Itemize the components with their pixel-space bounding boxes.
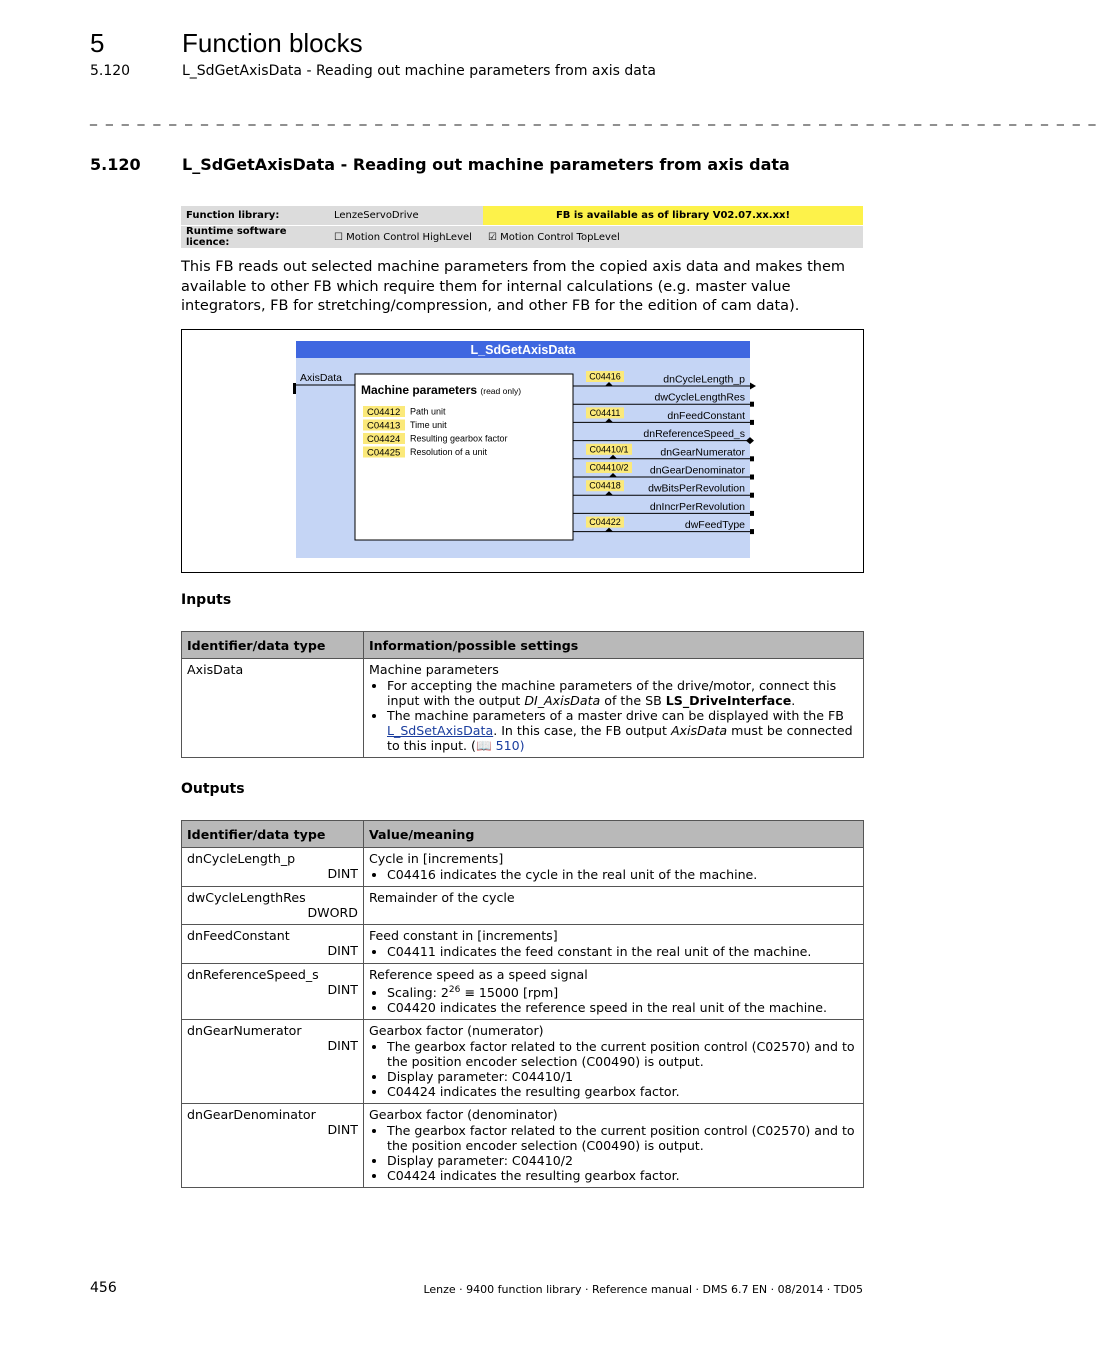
output-name: dnCycleLength_p xyxy=(663,373,745,386)
chapter-number: 5 xyxy=(90,28,105,58)
footer-text: Lenze · 9400 function library · Reference manual · DMS 6.7 EN · 08/2014 · TD05 xyxy=(423,1283,863,1296)
table-row xyxy=(182,1020,864,1104)
output-code: C04422 xyxy=(589,517,621,528)
output-identifier-cell xyxy=(182,1104,364,1188)
table-row xyxy=(182,964,864,1020)
list-item: • C04424 indicates the resulting gearbox factor. xyxy=(387,1168,858,1183)
output-name: dnGearDenominator xyxy=(649,464,745,477)
param-text: Time unit xyxy=(410,420,447,430)
output-code: C04410/1 xyxy=(589,444,629,455)
list-item: • The machine parameters of a master drive can be displayed with the FB L_SdSetAxisData. In this case, the FB output AxisData must be connected to this input. (📖 510) xyxy=(387,708,858,753)
heading-number: 5.120 xyxy=(90,155,141,174)
output-name: dwBitsPerRevolution xyxy=(648,482,745,495)
output-data-type: DINT xyxy=(327,982,358,997)
inputs-table xyxy=(181,631,864,758)
output-meaning-title: Feed constant in [increments] xyxy=(369,928,558,943)
output-meaning-cell xyxy=(364,1020,864,1104)
output-square-marker xyxy=(750,529,754,534)
output-identifier: dnFeedConstant xyxy=(187,928,290,943)
table-row xyxy=(182,848,864,887)
outputs-table xyxy=(181,820,864,1188)
header-divider: _ _ _ _ _ _ _ _ _ _ _ _ _ _ _ _ _ _ _ _ _ _ _ _ _ _ _ _ _ _ _ _ _ _ _ _ _ _ _ _ _ _ _ _ _ _ _ _ _ _ _ _ _ _ _ _ _ _ _ _ _ _ _ _ xyxy=(90,110,1098,126)
output-name: dnReferenceSpeed_s xyxy=(643,428,745,441)
input-pin-marker xyxy=(293,383,296,394)
output-name: dwCycleLengthRes xyxy=(654,391,745,404)
output-identifier-cell xyxy=(182,1020,364,1104)
output-meaning-title: Reference speed as a speed signal xyxy=(369,967,588,982)
output-data-type: DINT xyxy=(327,1038,358,1054)
output-name: dnFeedConstant xyxy=(667,409,745,422)
output-data-type: DINT xyxy=(327,866,358,881)
output-meaning-cell xyxy=(364,964,864,1020)
machine-parameters-title: Machine parameters (read only) xyxy=(361,383,522,397)
list-item: • For accepting the machine parameters of the drive/motor, connect this input with the output DI_AxisData of the SB LS_DriveInterface. xyxy=(387,678,858,708)
output-name: dnIncrPerRevolution xyxy=(649,500,745,513)
output-meaning-bullets xyxy=(369,944,858,959)
output-meaning-cell xyxy=(364,887,864,925)
list-item: • Display parameter: C04410/2 xyxy=(387,1153,858,1168)
inputs-heading: Inputs xyxy=(181,592,232,608)
input-identifier: AxisData xyxy=(182,659,364,758)
output-identifier-cell xyxy=(182,887,364,925)
inputs-col-info: Information/possible settings xyxy=(364,632,864,659)
output-identifier: dnReferenceSpeed_s xyxy=(187,967,319,982)
output-identifier: dnGearDenominator xyxy=(187,1107,316,1123)
outputs-header-row xyxy=(182,821,864,848)
table-row xyxy=(182,887,864,925)
output-data-type: DINT xyxy=(327,1122,358,1138)
table-row xyxy=(182,1104,864,1188)
outputs-col-identifier: Identifier/data type xyxy=(182,821,364,848)
list-item: • C04420 indicates the reference speed in the real unit of the machine. xyxy=(387,1000,858,1015)
output-square-marker xyxy=(750,511,754,516)
licence-option-highlevel: ☐ Motion Control HighLevel xyxy=(329,226,483,249)
input-info-bullets xyxy=(369,678,858,753)
output-meaning-bullets xyxy=(369,1123,858,1183)
outputs-heading: Outputs xyxy=(181,781,245,797)
library-label: Function library: xyxy=(181,206,329,226)
licence-option-toplevel: ☑ Motion Control TopLevel xyxy=(483,226,863,249)
output-identifier-cell xyxy=(182,964,364,1020)
output-name: dnGearNumerator xyxy=(660,446,745,459)
inputs-col-identifier: Identifier/data type xyxy=(182,632,364,659)
output-identifier-cell xyxy=(182,925,364,964)
output-square-marker xyxy=(750,402,754,407)
param-code: C04425 xyxy=(367,447,401,459)
output-code: C04418 xyxy=(589,480,621,491)
licence-label: Runtime software licence: xyxy=(181,226,329,249)
output-identifier-cell xyxy=(182,848,364,887)
heading-title: L_SdGetAxisData - Reading out machine parameters from axis data xyxy=(182,155,790,174)
page-reference-link[interactable]: 📖 510) xyxy=(475,738,525,753)
output-arrow-marker xyxy=(750,383,756,390)
list-item: • The gearbox factor related to the current position control (C02570) and to the position encoder selection (C00490) is output. xyxy=(387,1123,858,1153)
param-code: C04413 xyxy=(367,420,401,432)
output-identifier: dnGearNumerator xyxy=(187,1023,302,1039)
output-name: dwFeedType xyxy=(684,519,745,532)
fb-block-name: L_SdGetAxisData xyxy=(470,343,576,357)
table-row xyxy=(182,659,864,758)
output-square-marker xyxy=(750,420,754,425)
intro-paragraph: This FB reads out selected machine parameters from the copied axis data and makes them available to other FB which require them for internal calculations (e.g. master value integrators, FB for stretching/compression, and other FB for the edition of cam data). xyxy=(181,259,846,314)
library-info-table xyxy=(181,206,863,249)
page-number: 456 xyxy=(90,1280,117,1296)
output-meaning-title: Gearbox factor (denominator) xyxy=(369,1107,558,1123)
output-identifier: dnCycleLength_p xyxy=(187,851,296,866)
output-code: C04411 xyxy=(589,407,621,418)
inputs-header-row xyxy=(182,632,864,659)
output-square-marker xyxy=(750,493,754,498)
link-l-sdsetaxisdata[interactable]: L_SdSetAxisData xyxy=(387,723,494,738)
output-data-type: DWORD xyxy=(307,905,358,920)
library-availability-note: FB is available as of library V02.07.xx.xx! xyxy=(483,206,863,226)
output-meaning-bullets xyxy=(369,867,858,882)
outputs-col-value: Value/meaning xyxy=(364,821,864,848)
output-code: C04410/2 xyxy=(589,462,629,473)
list-item: • C04411 indicates the feed constant in the real unit of the machine. xyxy=(387,944,858,959)
param-text: Path unit xyxy=(410,406,446,417)
chapter-title: Function blocks xyxy=(182,28,363,58)
output-meaning-title: Remainder of the cycle xyxy=(369,890,515,905)
fb-diagram xyxy=(181,329,864,573)
output-square-marker xyxy=(750,456,754,461)
list-item: • Display parameter: C04410/1 xyxy=(387,1069,858,1084)
list-item: • The gearbox factor related to the current position control (C02570) and to the position encoder selection (C00490) is output. xyxy=(387,1039,858,1069)
section-title-header: L_SdGetAxisData - Reading out machine parameters from axis data xyxy=(182,63,656,79)
output-square-marker xyxy=(750,475,754,480)
output-identifier: dwCycleLengthRes xyxy=(187,890,306,905)
param-code: C04412 xyxy=(367,407,401,418)
output-meaning-cell xyxy=(364,848,864,887)
library-value: LenzeServoDrive xyxy=(329,206,483,226)
output-meaning-cell xyxy=(364,1104,864,1188)
param-text: Resulting gearbox factor xyxy=(410,433,508,444)
library-row xyxy=(181,206,863,226)
list-item: • Scaling: $2^{26} \equiv 15000$ [rpm] xyxy=(387,983,858,1000)
input-info-title: Machine parameters xyxy=(369,662,499,677)
output-meaning-title: Cycle in [increments] xyxy=(369,851,504,866)
output-meaning-cell xyxy=(364,925,864,964)
table-row xyxy=(182,925,864,964)
input-label-axisdata: AxisData xyxy=(300,372,343,384)
input-info xyxy=(364,659,864,758)
output-meaning-bullets xyxy=(369,1039,858,1099)
section-number-header: 5.120 xyxy=(90,63,131,79)
output-meaning-bullets xyxy=(369,983,858,1015)
output-meaning-title: Gearbox factor (numerator) xyxy=(369,1023,544,1039)
param-code: C04424 xyxy=(367,434,401,445)
list-item: • C04416 indicates the cycle in the real unit of the machine. xyxy=(387,867,858,882)
list-item: • C04424 indicates the resulting gearbox factor. xyxy=(387,1084,858,1099)
output-code: C04416 xyxy=(589,371,621,382)
licence-row xyxy=(181,226,863,249)
param-text: Resolution of a unit xyxy=(410,447,488,457)
output-data-type: DINT xyxy=(327,943,358,958)
fb-diagram-svg xyxy=(182,330,863,572)
